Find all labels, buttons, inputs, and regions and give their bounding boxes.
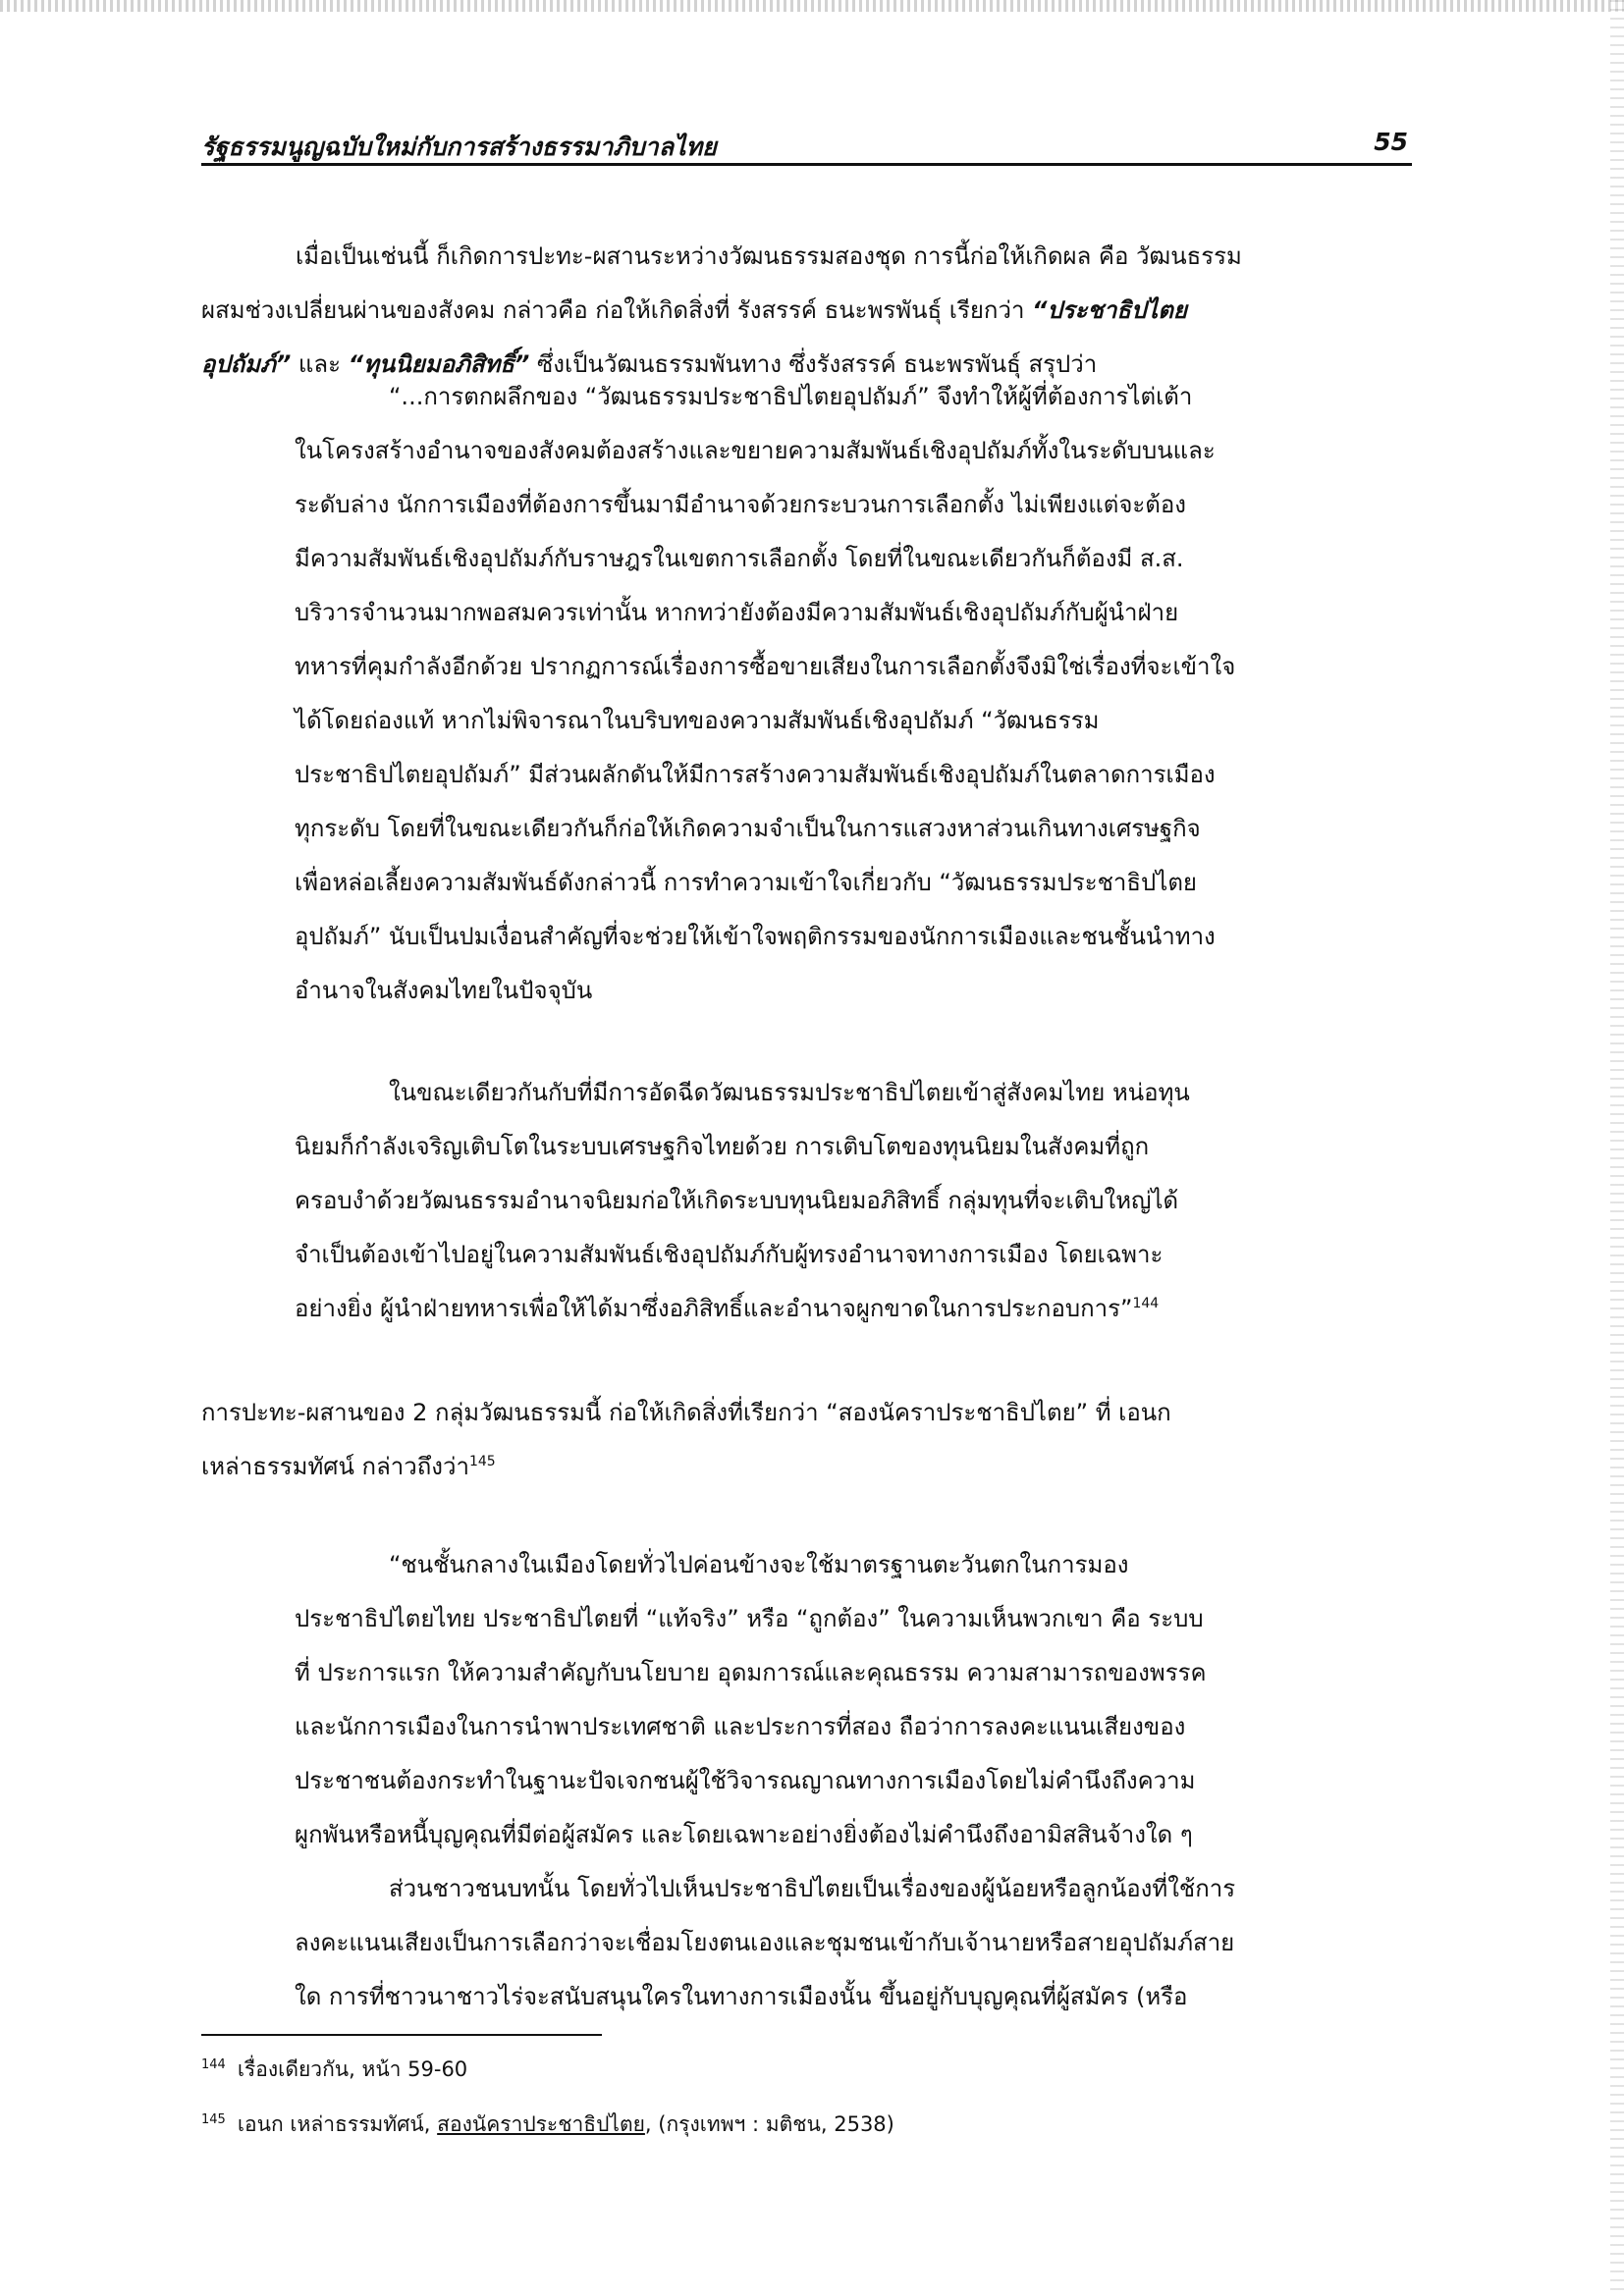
cited-book-title: สองนัคราประชาธิปไตย	[437, 2112, 645, 2136]
text-line: ส่วนชาวชนบทนั้น โดยทั่วไปเห็นประชาธิปไตยเป็นเรื่องของผู้น้อยหรือลูกน้องที่ใช้การ	[389, 1875, 1236, 1902]
italic-term: “ประชาธิปไตย	[1032, 296, 1187, 324]
text-line: บริวารจำนวนมากพอสมควรเท่านั้น หากทว่ายังต้องมีความสัมพันธ์เชิงอุปถัมภ์กับผู้นำฝ่าย	[295, 599, 1179, 626]
text-span: และ	[291, 350, 349, 378]
footnote-text: , (กรุงเทพฯ : มติชน, 2538)	[644, 2112, 894, 2136]
text-line: ทุกระดับ โดยที่ในขณะเดียวกันก็ก่อให้เกิดความจำเป็นในการแสวงหาส่วนเกินทางเศรษฐกิจ	[295, 815, 1201, 842]
footnote-number: 145	[201, 2112, 226, 2127]
italic-term: “ทุนนิยมอภิสิทธิ์”	[348, 350, 530, 378]
text-line: ได้โดยถ่องแท้ หากไม่พิจารณาในบริบทของความสัมพันธ์เชิงอุปถัมภ์ “วัฒนธรรม	[295, 707, 1100, 734]
text-line: “ชนชั้นกลางในเมืองโดยทั่วไปค่อนข้างจะใช้มาตรฐานตะวันตกในการมอง	[389, 1551, 1129, 1578]
text-line: “...การตกผลึกของ “วัฒนธรรมประชาธิปไตยอุปถัมภ์” จึงทำให้ผู้ที่ต้องการไต่เต้า	[389, 383, 1193, 410]
footnote-ref-145[interactable]: 145	[468, 1454, 496, 1469]
page-number: 55	[1374, 128, 1408, 156]
text-line: นิยมก็กำลังเจริญเติบโตในระบบเศรษฐกิจไทยด้วย การเติบโตของทุนนิยมในสังคมที่ถูก	[295, 1133, 1150, 1160]
footnote-text: เอนก เหล่าธรรมทัศน์,	[237, 2112, 438, 2136]
scan-edge-right	[1610, 0, 1624, 2296]
text-line: จำเป็นต้องเข้าไปอยู่ในความสัมพันธ์เชิงอุปถัมภ์กับผู้ทรงอำนาจทางการเมือง โดยเฉพาะ	[295, 1241, 1164, 1268]
paragraph-two-cities	[201, 1386, 1412, 1494]
text-line: ประชาชนต้องกระทำในฐานะปัจเจกชนผู้ใช้วิจารณญาณทางการเมืองโดยไม่คำนึงถึงความ	[295, 1767, 1196, 1794]
footnote-145	[201, 2109, 894, 2141]
text-line	[295, 1282, 1335, 1336]
italic-term: อุปถัมภ์”	[201, 350, 292, 378]
footnote-number: 144	[201, 2057, 226, 2072]
running-header	[201, 116, 1412, 163]
text-line: อุปถัมภ์” นับเป็นปมเงื่อนสำคัญที่จะช่วยให้เข้าใจพฤติกรรมของนักการเมืองและชนชั้นนำทาง	[295, 923, 1216, 950]
text-line: อำนาจในสังคมไทยในปัจจุบัน	[295, 977, 593, 1004]
footnote-ref-144[interactable]: 144	[1132, 1296, 1160, 1311]
text-span: เหล่าธรรมทัศน์ กล่าวถึงว่า	[201, 1453, 469, 1480]
text-line: ใด การที่ชาวนาชาวไร่จะสนับสนุนใครในทางการเมืองนั้น ขึ้นอยู่กับบุญคุณที่ผู้สมัคร (หรือ	[295, 1983, 1188, 2010]
text-line: เมื่อเป็นเช่นนี้ ก็เกิดการปะทะ-ผสานระหว่างวัฒนธรรมสองชุด การนี้ก่อให้เกิดผล คือ วัฒนธรรม	[296, 242, 1242, 270]
blockquote-rangsan	[295, 370, 1335, 1018]
text-line: ระดับล่าง นักการเมืองที่ต้องการขึ้นมามีอำนาจด้วยกระบวนการเลือกตั้ง ไม่เพียงแต่จะต้อง	[295, 491, 1186, 518]
header-rule	[201, 163, 1412, 166]
text-span: ซึ่งเป็นวัฒนธรรมพันทาง ซึ่งรังสรรค์ ธนะพรพันธุ์ สรุปว่า	[529, 350, 1098, 378]
text-line: และนักการเมืองในการนำพาประเทศชาติ และประการที่สอง ถือว่าการลงคะแนนเสียงของ	[295, 1713, 1186, 1740]
text-line: เพื่อหล่อเลี้ยงความสัมพันธ์ดังกล่าวนี้ การทำความเข้าใจเกี่ยวกับ “วัฒนธรรมประชาธิปไตย	[295, 869, 1197, 896]
text-span: อย่างยิ่ง ผู้นำฝ่ายทหารเพื่อให้ได้มาซึ่งอภิสิทธิ์และอำนาจผูกขาดในการประกอบการ”	[295, 1295, 1133, 1322]
text-line: ในขณะเดียวกันกับที่มีการอัดฉีดวัฒนธรรมประชาธิปไตยเข้าสู่สังคมไทย หน่อทุน	[389, 1079, 1190, 1106]
scan-edge-top	[0, 0, 1624, 12]
text-line: ผูกพันหรือหนี้บุญคุณที่มีต่อผู้สมัคร และโดยเฉพาะอย่างยิ่งต้องไม่คำนึงถึงอามิสสินจ้างใด ๆ	[295, 1821, 1193, 1848]
footnote-rule	[201, 2034, 602, 2036]
blockquote-anek-continued	[295, 1862, 1335, 2024]
footnote-text: เรื่องเดียวกัน, หน้า 59-60	[237, 2057, 468, 2081]
paragraph-intro	[201, 230, 1412, 392]
text-line: ที่ ประการแรก ให้ความสำคัญกับนโยบาย อุดมการณ์และคุณธรรม ความสามารถของพรรค	[295, 1659, 1207, 1686]
blockquote-anek	[295, 1538, 1335, 1862]
blockquote-rangsan-continued	[295, 1066, 1335, 1336]
text-line	[201, 1440, 1412, 1494]
text-line: ประชาธิปไตยอุปถัมภ์” มีส่วนผลักดันให้มีการสร้างความสัมพันธ์เชิงอุปถัมภ์ในตลาดการเมือง	[295, 761, 1216, 788]
text-line: มีความสัมพันธ์เชิงอุปถัมภ์กับราษฎรในเขตการเลือกตั้ง โดยที่ในขณะเดียวกันก็ต้องมี ส.ส.	[295, 545, 1184, 572]
running-title: รัฐธรรมนูญฉบับใหม่กับการสร้างธรรมาภิบาลไทย	[201, 133, 717, 161]
text-line: ทหารที่คุมกำลังอีกด้วย ปรากฏการณ์เรื่องการซื้อขายเสียงในการเลือกตั้งจึงมิใช่เรื่องที่จะเข้าใจ	[295, 653, 1236, 680]
text-line: ประชาธิปไตยไทย ประชาธิปไตยที่ “แท้จริง” หรือ “ถูกต้อง” ในความเห็นพวกเขา คือ ระบบ	[295, 1605, 1204, 1632]
text-line: ลงคะแนนเสียงเป็นการเลือกว่าจะเชื่อมโยงตนเองและชุมชนเข้ากับเจ้านายหรือสายอุปถัมภ์สาย	[295, 1929, 1235, 1956]
text-line: การปะทะ-ผสานของ 2 กลุ่มวัฒนธรรมนี้ ก่อให้เกิดสิ่งที่เรียกว่า “สองนัคราประชาธิปไตย” ที่ เอนก	[201, 1399, 1171, 1426]
text-line	[201, 284, 1412, 338]
text-span: ผสมช่วงเปลี่ยนผ่านของสังคม กล่าวคือ ก่อให้เกิดสิ่งที่ รังสรรค์ ธนะพรพันธุ์ เรียกว่า	[201, 296, 1025, 324]
footnote-144	[201, 2054, 467, 2086]
text-line: ในโครงสร้างอำนาจของสังคมต้องสร้างและขยายความสัมพันธ์เชิงอุปถัมภ์ทั้งในระดับบนและ	[295, 437, 1216, 464]
text-line: ครอบงำด้วยวัฒนธรรมอำนาจนิยมก่อให้เกิดระบบทุนนิยมอภิสิทธิ์ กลุ่มทุนที่จะเติบใหญ่ได้	[295, 1187, 1179, 1214]
